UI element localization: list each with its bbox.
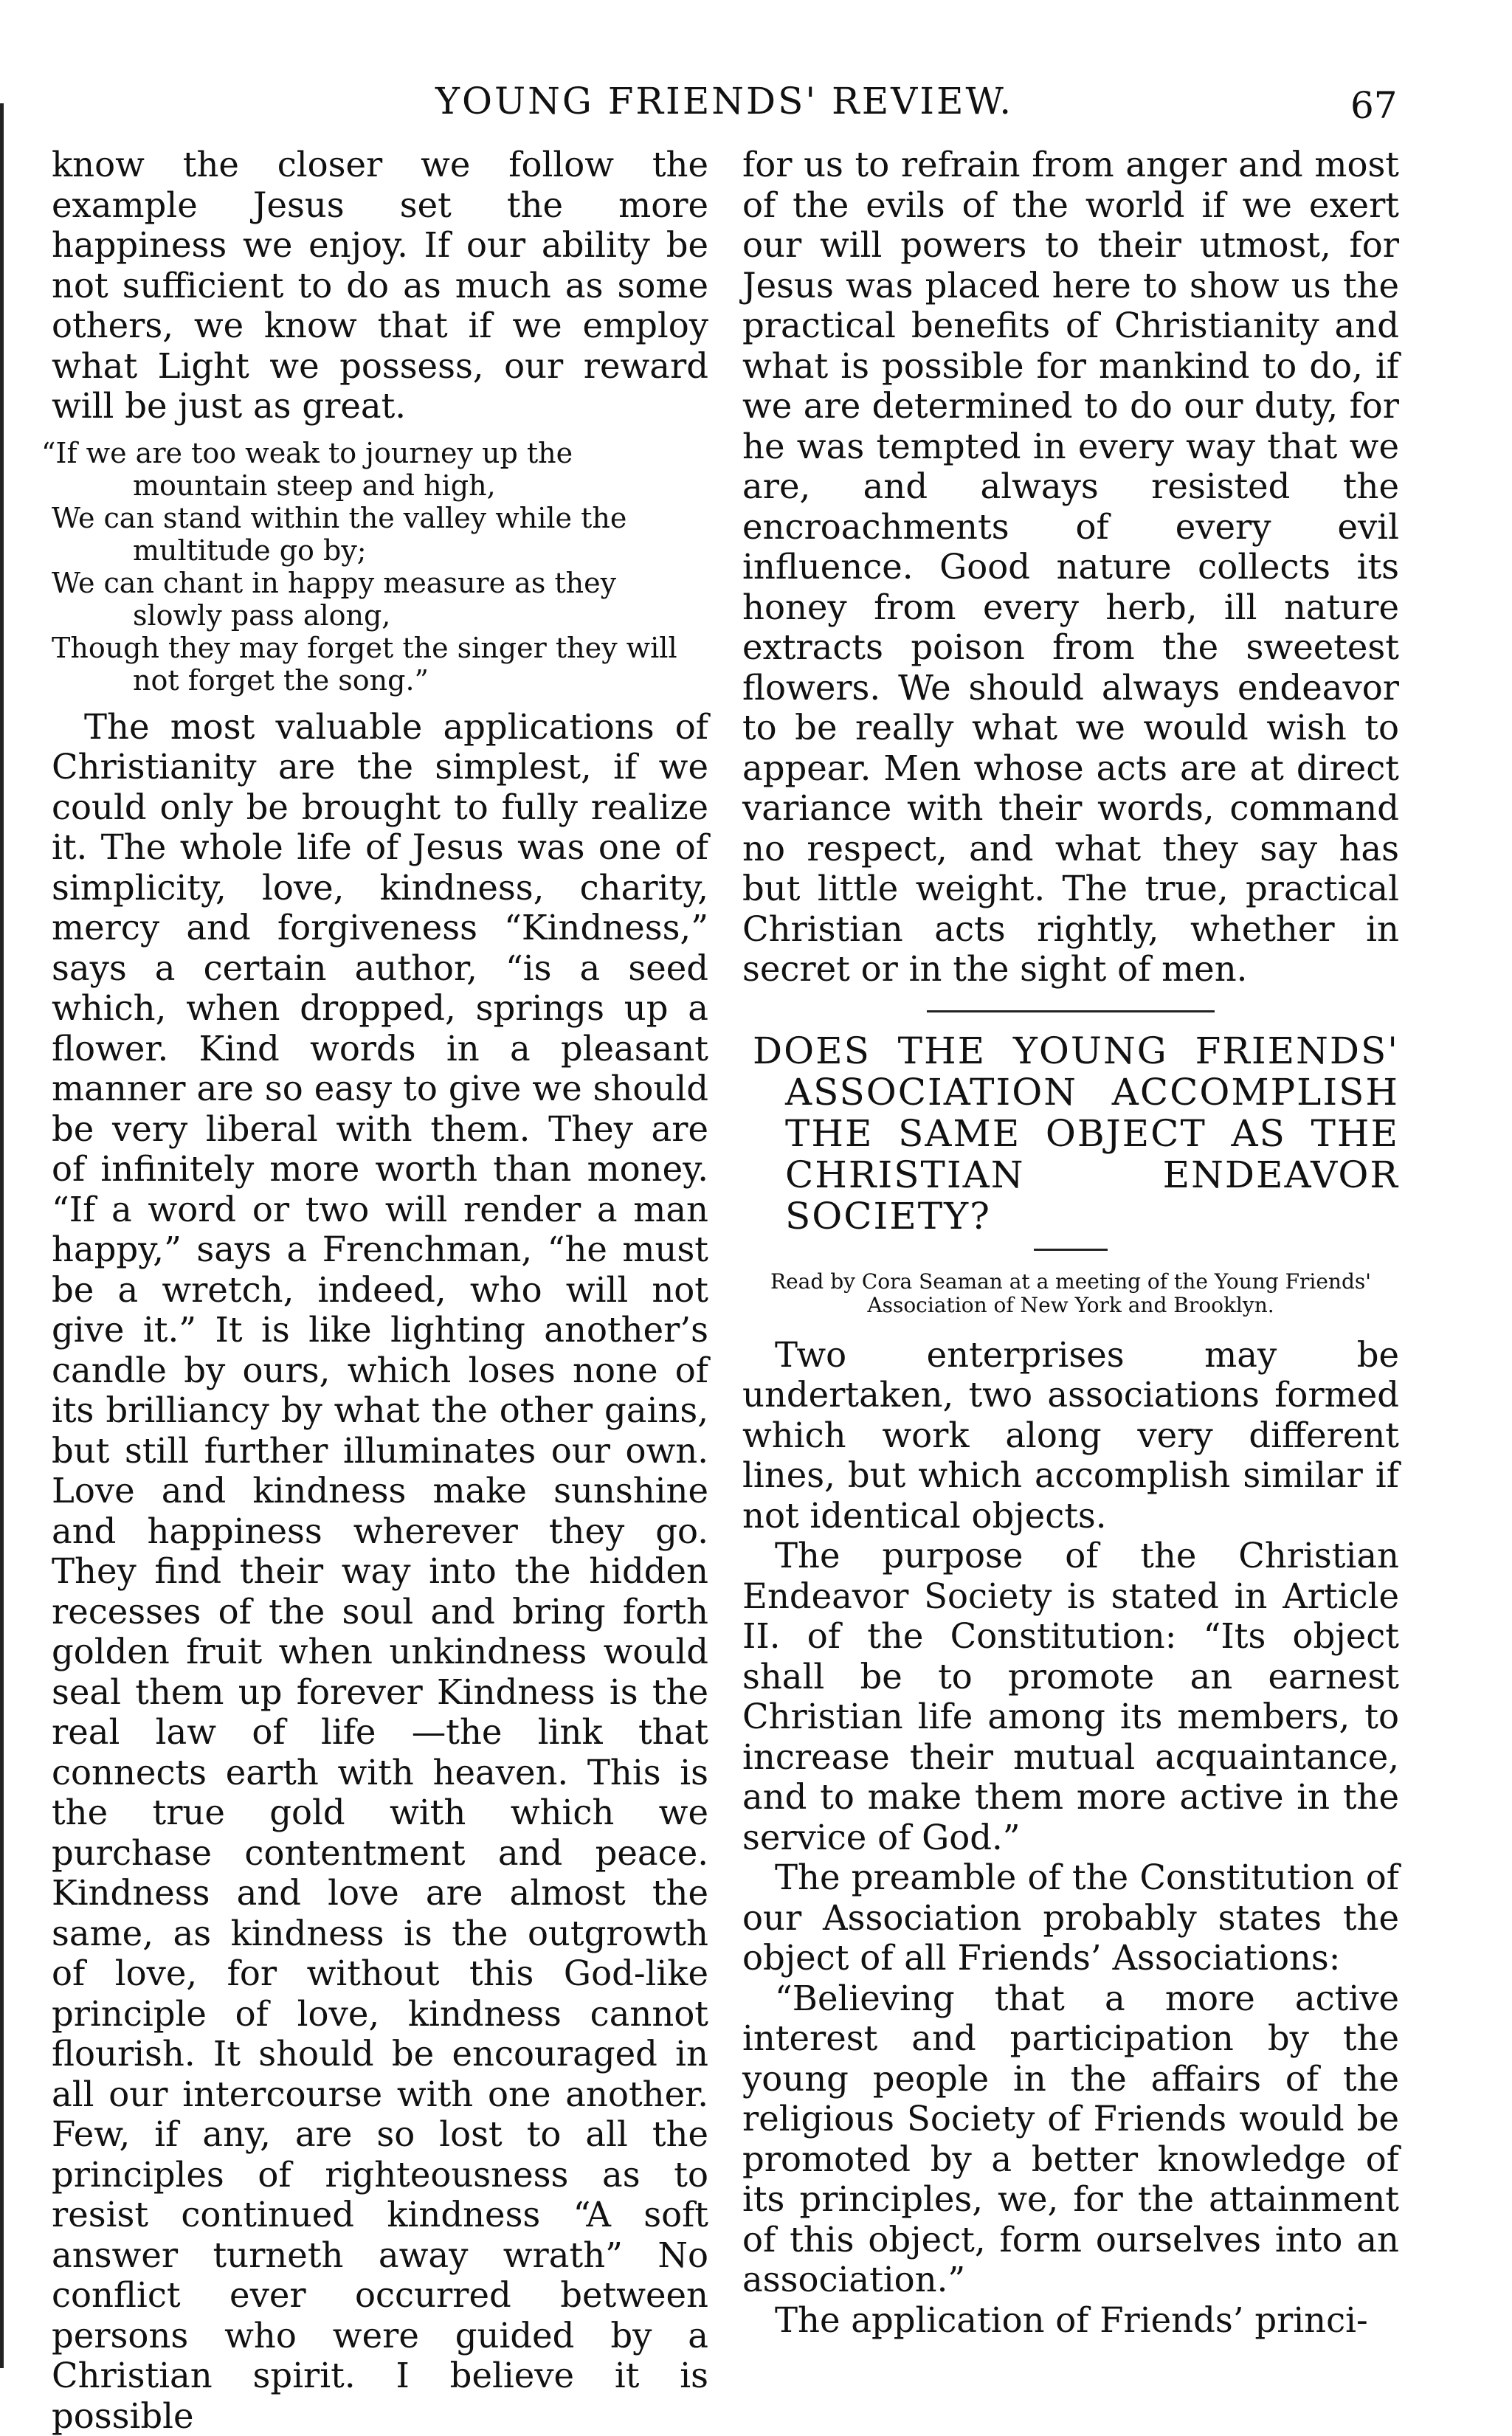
right-column <box>742 145 1399 2340</box>
poem-line: We can chant in happy measure as they slowly pass along, <box>52 567 708 632</box>
page-header <box>0 80 1512 139</box>
paragraph: The purpose of the Christian Endeavor Society is stated in Article II. of the Constitution: “Its object shall be to promote an earnest Christian life among its members, to increase their mutual acquaintance, and to make them more active in the service of God.” <box>742 1536 1399 1857</box>
paragraph: for us to refrain from anger and most of the evils of the world if we exert our will powers to their utmost, for Jesus was placed here to show us the practical benefits of Christianity and what is possible for mankind to do, if we are determined to do our duty, for he was tempted in every way that we are, and always resisted the encroachments of every evil influence. Good nature collects its honey from every herb, ill nature extracts poison from the sweetest flowers. We should always endeavor to be really what we would wish to appear. Men whose acts are at direct variance with their words, command no respect, and what they say has but little weight. The true, practical Christian acts rightly, whether in secret or in the sight of men. <box>742 145 1399 990</box>
paragraph: know the closer we follow the example Jesus set the more happiness we enjoy. If our ability be not sufficient to do as much as some others, we know that if we employ what Light we possess, our reward will be just as great. <box>52 145 708 427</box>
page-number: 67 <box>1350 84 1398 127</box>
quoted-preamble: “Believing that a more active interest and participation by the young people in the affairs of the religious Society of Friends would be promoted by a better knowledge of its principles, we, for the attainment of this object, form ourselves into an association.” <box>742 1978 1399 2300</box>
running-title: YOUNG FRIENDS' REVIEW. <box>435 80 1013 123</box>
paragraph: The application of Friends’ princi- <box>742 2300 1399 2341</box>
left-column <box>52 145 708 2436</box>
section-divider <box>927 1010 1215 1012</box>
paragraph: The most valuable applications of Christianity are the simplest, if we could only be brought to fully realize it. The whole life of Jesus was one of simplicity, love, kindness, charity, mercy and forgiveness “Kindness,” says a certain author, “is a seed which, when dropped, springs up a flower. Kind words in a pleasant manner are so easy to give we should be very liberal with them. They are of infinitely more worth than money. “If a word or two will render a man happy,” says a Frenchman, “he must be a wretch, indeed, who will not give it.” It is like lighting another’s candle by ours, which loses none of its brilliancy by what the other gains, but still further illuminates our own. Love and kindness make sunshine and happiness wherever they go. They find their way into the hidden recesses of the soul and bring forth golden fruit when unkindness would seal them up forever Kindness is the real law of life —the link that connects earth with heaven. This is the true gold with which we purchase contentment and peace. Kindness and love are almost the same, as kindness is the outgrowth of love, for without this God-like principle of love, kindness cannot flourish. It should be encouraged in all our intercourse with one another. Few, if any, are so lost to all the principles of righteousness as to resist continued kindness “A soft answer turneth away wrath” No conflict ever occurred between persons who were guided by a Christian spirit. I believe it is possible <box>52 707 708 2436</box>
title-divider <box>1034 1249 1108 1251</box>
poem-quote <box>52 437 708 697</box>
article-byline: Read by Cora Seaman at a meeting of the Young Friends' Association of New York and Brooklyn. <box>742 1270 1399 1317</box>
article-title: DOES THE YOUNG FRIENDS' ASSOCIATION ACCOMPLISH THE SAME OBJECT AS THE CHRISTIAN ENDEAVOR SOCIETY? <box>753 1030 1399 1237</box>
scan-edge-bar <box>0 103 9 2368</box>
poem-line: “If we are too weak to journey up the mountain steep and high, <box>52 437 708 502</box>
poem-line: We can stand within the valley while the multitude go by; <box>52 502 708 567</box>
poem-line: Though they may forget the singer they will not forget the song.” <box>52 632 708 697</box>
paragraph: The preamble of the Constitution of our Association probably states the object of all Friends’ Associations: <box>742 1857 1399 1978</box>
paragraph: Two enterprises may be undertaken, two associations formed which work along very different lines, but which accomplish similar if not identical objects. <box>742 1335 1399 1536</box>
